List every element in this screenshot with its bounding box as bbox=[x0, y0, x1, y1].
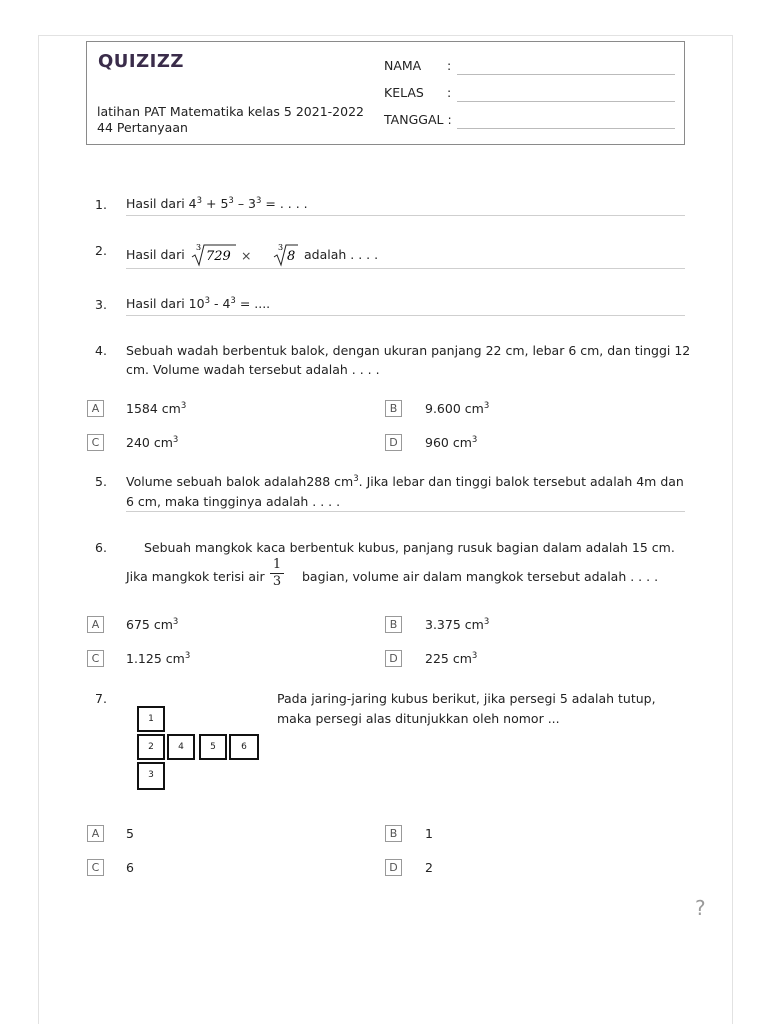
root-1-index: 3 bbox=[196, 243, 202, 252]
question-5-line-2: 6 cm, maka tingginya adalah . . . . bbox=[126, 494, 341, 509]
root-2-index: 3 bbox=[278, 243, 284, 252]
q6-option-c-text[interactable]: 1.125 $cm^3$ bbox=[126, 651, 191, 666]
q7-option-b-text[interactable]: 1 bbox=[425, 826, 433, 841]
q4-option-d-letter[interactable]: D bbox=[385, 434, 402, 451]
net-square-1: 1 bbox=[137, 706, 165, 732]
quizizz-logo: QUIZIZZ bbox=[98, 51, 184, 72]
worksheet-header bbox=[86, 41, 685, 145]
class-colon: : bbox=[447, 85, 452, 100]
question-1-number: 1. bbox=[95, 197, 107, 212]
question-4-number: 4. bbox=[95, 343, 107, 358]
q6-option-a-text[interactable]: 675 $cm^3$ bbox=[126, 617, 179, 632]
q4-option-b-text[interactable]: 9.600 $cm^3$ bbox=[425, 401, 490, 416]
question-3-number: 3. bbox=[95, 297, 107, 312]
fraction-denominator: 3 bbox=[272, 574, 282, 589]
date-label: TANGGAL : bbox=[384, 112, 452, 127]
date-field-line[interactable] bbox=[457, 128, 675, 129]
question-7-line-1: Pada jaring-jaring kubus berikut, jika persegi 5 adalah tutup, bbox=[277, 691, 656, 706]
name-label: NAMA bbox=[384, 58, 422, 73]
question-2-prefix: Hasil dari bbox=[126, 247, 185, 262]
question-5-answer-line bbox=[126, 511, 685, 512]
question-6-line-2a: Jika mangkok terisi air bbox=[126, 569, 265, 584]
question-1-answer-line bbox=[126, 215, 685, 216]
question-5-line-1: Volume sebuah balok adalah288 $cm^3$. Jika lebar dan tinggi balok tersebut adalah 4m dan bbox=[126, 474, 684, 489]
question-7-number: 7. bbox=[95, 691, 107, 706]
cube-root-729 bbox=[190, 240, 236, 268]
question-3-answer-line bbox=[126, 315, 685, 316]
class-field-line[interactable] bbox=[457, 101, 675, 102]
q6-option-b-letter[interactable]: B bbox=[385, 616, 402, 633]
question-7-line-2: maka persegi alas ditunjukkan oleh nomor ... bbox=[277, 711, 560, 726]
question-6-line-1: Sebuah mangkok kaca berbentuk kubus, panjang rusuk bagian dalam adalah 15 cm. bbox=[144, 540, 675, 555]
q4-option-a-letter[interactable]: A bbox=[87, 400, 104, 417]
name-colon: : bbox=[447, 58, 452, 73]
q4-option-b-letter[interactable]: B bbox=[385, 400, 402, 417]
question-6-line-2b: bagian, volume air dalam mangkok tersebut adalah . . . . bbox=[302, 569, 659, 584]
question-5-number: 5. bbox=[95, 474, 107, 489]
net-square-5: 5 bbox=[199, 734, 227, 760]
net-square-4: 4 bbox=[167, 734, 195, 760]
question-6-number: 6. bbox=[95, 540, 107, 555]
help-icon[interactable]: ? bbox=[695, 896, 706, 920]
question-2-answer-line bbox=[126, 268, 685, 269]
question-2-suffix: adalah . . . . bbox=[304, 247, 379, 262]
times-sign: × bbox=[241, 248, 252, 263]
q6-option-a-letter[interactable]: A bbox=[87, 616, 104, 633]
fraction-numerator: 1 bbox=[270, 557, 284, 574]
q6-option-c-letter[interactable]: C bbox=[87, 650, 104, 667]
q7-option-c-letter[interactable]: C bbox=[87, 859, 104, 876]
net-square-2: 2 bbox=[137, 734, 165, 760]
question-4-line-2: cm. Volume wadah tersebut adalah . . . . bbox=[126, 362, 380, 377]
question-3-text: Hasil dari $10^3 - 4^3$ = .... bbox=[126, 296, 271, 311]
class-label: KELAS bbox=[384, 85, 424, 100]
q7-option-a-letter[interactable]: A bbox=[87, 825, 104, 842]
name-field-line[interactable] bbox=[457, 74, 675, 75]
q6-option-b-text[interactable]: 3.375 $cm^3$ bbox=[425, 617, 490, 632]
root-2-radicand: 8 bbox=[287, 249, 296, 264]
net-square-3: 3 bbox=[137, 762, 165, 790]
question-count: 44 Pertanyaan bbox=[97, 120, 188, 135]
q7-option-c-text[interactable]: 6 bbox=[126, 860, 134, 875]
q4-option-c-text[interactable]: 240 $cm^3$ bbox=[126, 435, 179, 450]
q6-option-d-letter[interactable]: D bbox=[385, 650, 402, 667]
question-2-number: 2. bbox=[95, 243, 107, 258]
q7-option-d-text[interactable]: 2 bbox=[425, 860, 433, 875]
q4-option-d-text[interactable]: 960 $cm^3$ bbox=[425, 435, 478, 450]
question-4-line-1: Sebuah wadah berbentuk balok, dengan ukuran panjang 22 cm, lebar 6 cm, dan tinggi 12 bbox=[126, 343, 691, 358]
q7-option-a-text[interactable]: 5 bbox=[126, 826, 134, 841]
root-1-radicand: 729 bbox=[206, 249, 231, 264]
fraction-one-third bbox=[270, 557, 284, 590]
cube-root-8 bbox=[272, 240, 300, 268]
quiz-title: latihan PAT Matematika kelas 5 2021-2022 bbox=[97, 104, 364, 119]
q7-option-b-letter[interactable]: B bbox=[385, 825, 402, 842]
q7-option-d-letter[interactable]: D bbox=[385, 859, 402, 876]
q4-option-c-letter[interactable]: C bbox=[87, 434, 104, 451]
question-1-text: Hasil dari $4^3 + 5^3 - 3^3$ = . . . . bbox=[126, 196, 308, 211]
net-square-6: 6 bbox=[229, 734, 259, 760]
q6-option-d-text[interactable]: 225 $cm^3$ bbox=[425, 651, 478, 666]
q4-option-a-text[interactable]: 1584 $cm^3$ bbox=[126, 401, 187, 416]
